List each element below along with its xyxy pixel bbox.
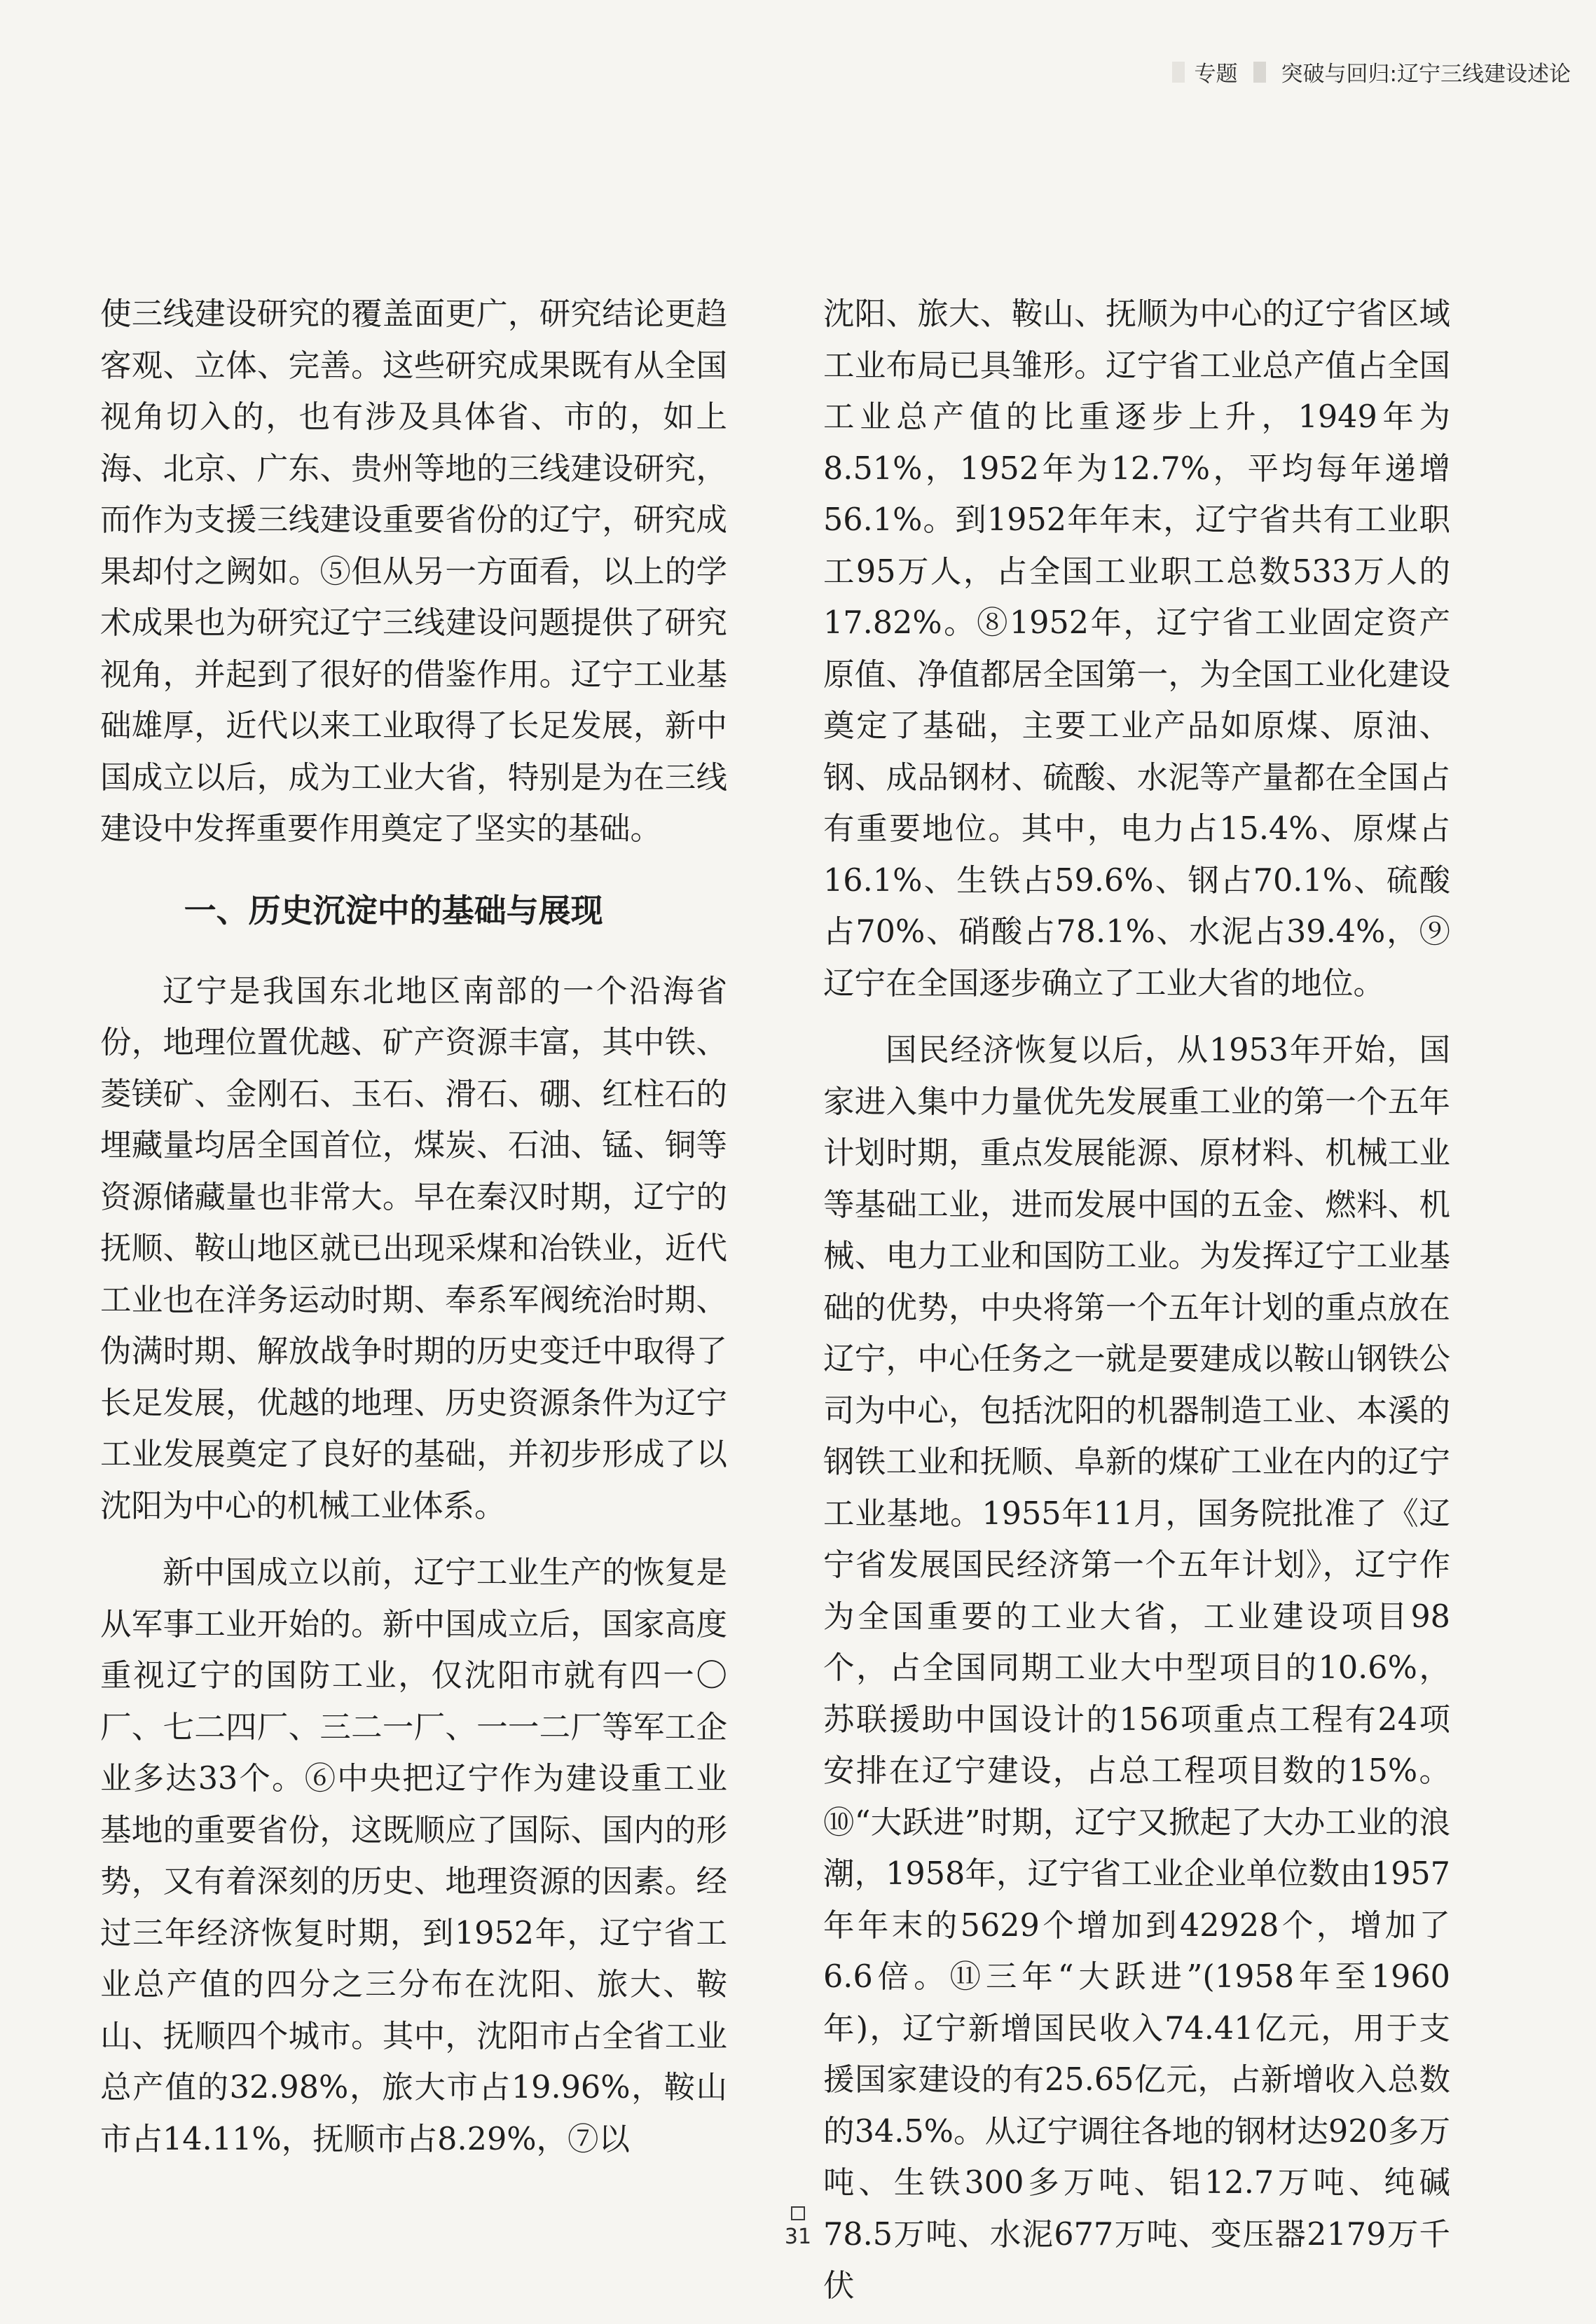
paragraph: 使三线建设研究的覆盖面更广，研究结论更趋客观、立体、完善。这些研究成果既有从全国视角切入的，也有涉及具体省、市的，如上海、北京、广东、贵州等地的三线建设研究，而作为支援三线建设重要省份的辽宁，研究成果却付之阙如。⑤但从另一方面看，以上的学术成果也为研究辽宁三线建设问题提供了研究视角，并起到了很好的借鉴作用。辽宁工业基础雄厚，近代以来工业取得了长足发展，新中国成立以后，成为工业大省，特别是为在三线建设中发挥重要作用奠定了坚实的基础。 <box>100 296 727 847</box>
paragraph: 辽宁是我国东北地区南部的一个沿海省份，地理位置优越、矿产资源丰富，其中铁、菱镁矿、金刚石、玉石、滑石、硼、红柱石的埋藏量均居全国首位，煤炭、石油、锰、铜等资源储藏量也非常大。早在秦汉时期，辽宁的抚顺、鞍山地区就已出现采煤和冶铁业，近代工业也在洋务运动时期、奉系军阀统治时期、伪满时期、解放战争时期的历史变迁中取得了长足发展，优越的地理、历史资源条件为辽宁工业发展奠定了良好的基础，并初步形成了以沈阳为中心的机械工业体系。 <box>100 973 727 1524</box>
paragraph: 沈阳、旅大、鞍山、抚顺为中心的辽宁省区域工业布局已具雏形。辽宁省工业总产值占全国工业总产值的比重逐步上升，1949年为8.51%，1952年为12.7%，平均每年递增56.1%。到1952年年末，辽宁省共有工业职工95万人，占全国工业职工总数533万人的17.82%。⑧1952年，辽宁省工业固定资产原值、净值都居全国第一，为全国工业化建设奠定了基础，主要工业产品如原煤、原油、钢、成品钢材、硫酸、水泥等产量都在全国占有重要地位。其中，电力占15.4%、原煤占16.1%、生铁占59.6%、钢占70.1%、硫酸占70%、硝酸占78.1%、水泥占39.4%，⑨辽宁在全国逐步确立了工业大省的地位。 <box>823 296 1450 1002</box>
section-heading: 一、历史沉淀中的基础与展现 <box>184 891 603 929</box>
running-header <box>1172 56 1571 88</box>
header-article-title: 突破与回归:辽宁三线建设述论 <box>1281 62 1571 87</box>
paragraph: 国民经济恢复以后，从1953年开始，国家进入集中力量优先发展重工业的第一个五年计划时期，重点发展能源、原材料、机械工业等基础工业，进而发展中国的五金、燃料、机械、电力工业和国防工业。为发挥辽宁工业基础的优势，中央将第一个五年计划的重点放在辽宁，中心任务之一就是要建成以鞍山钢铁公司为中心，包括沈阳的机器制造工业、本溪的钢铁工业和抚顺、阜新的煤矿工业在内的辽宁工业基地。1955年11月，国务院批准了《辽宁省发展国民经济第一个五年计划》，辽宁作为全国重要的工业大省，工业建设项目98个，占全国同期工业大中型项目的10.6%，苏联援助中国设计的156项重点工程有24项安排在辽宁建设，占总工程项目数的15%。⑩“大跃进”时期，辽宁又掀起了大办工业的浪潮，1958年，辽宁省工业企业单位数由1957年年末的5629个增加到42928个，增加了6.6倍。⑪三年“大跃进”(1958年至1960年)，辽宁新增国民收入74.41亿元，用于支援国家建设的有25.65亿元，占新增收入总数的34.5%。从辽宁调往各地的钢材达920多万吨、生铁300多万吨、铝12.7万吨、纯碱78.5万吨、水泥677万吨、变压器2179万千伏 <box>823 1032 1450 2304</box>
header-separator <box>1253 62 1266 83</box>
page-footer <box>0 2206 1596 2249</box>
right-column <box>823 289 1450 2312</box>
header-section-label: 专题 <box>1194 62 1238 87</box>
page-marker-icon <box>791 2206 805 2220</box>
header-decor-block <box>1172 62 1185 83</box>
page-number: 31 <box>784 2225 812 2249</box>
paragraph: 新中国成立以前，辽宁工业生产的恢复是从军事工业开始的。新中国成立后，国家高度重视辽宁的国防工业，仅沈阳市就有四一〇厂、七二四厂、三二一厂、一一二厂等军工企业多达33个。⑥中央把辽宁作为建设重工业基地的重要省份，这既顺应了国际、国内的形势，又有着深刻的历史、地理资源的因素。经过三年经济恢复时期，到1952年，辽宁省工业总产值的四分之三分布在沈阳、旅大、鞍山、抚顺四个城市。其中，沈阳市占全省工业总产值的32.98%，旅大市占19.96%，鞍山市占14.11%，抚顺市占8.29%，⑦以 <box>100 1555 727 2157</box>
left-column <box>100 289 727 2165</box>
